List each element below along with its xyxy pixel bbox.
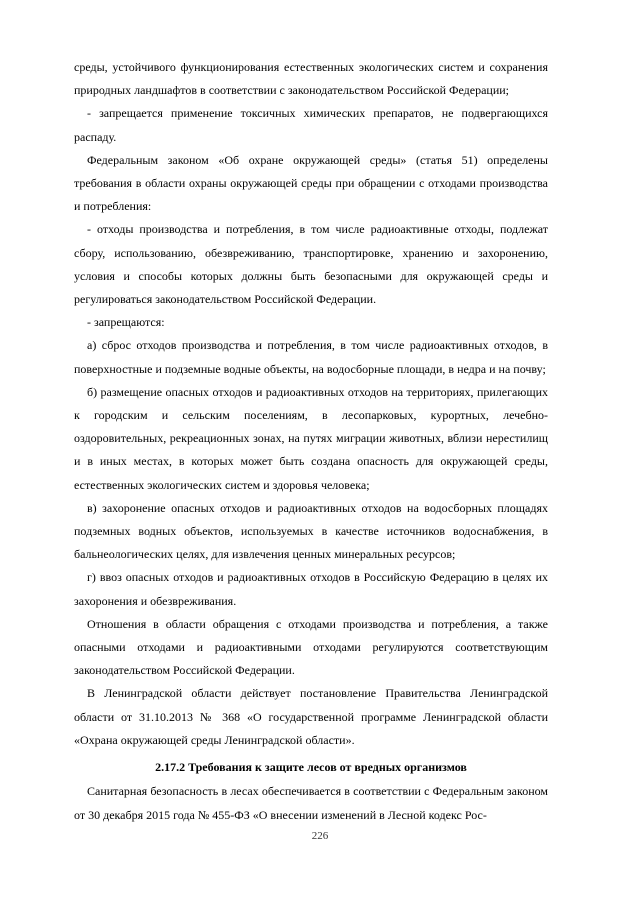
paragraph: б) размещение опасных отходов и радиоактивных отходов на территориях, прилегающих к городским и сельским поселениям, в лесопарковых, курортных, лечебно-оздоровительных, рекреационных зонах, на путях миграции животных, вблизи нерестилищ и в иных местах, в которых может быть создана опасность для окружающей среды, естественных экологических систем и здоровья человека; — [74, 384, 548, 492]
paragraph: Санитарная безопасность в лесах обеспечивается в соответствии с Федеральным законом от 30 декабря 2015 года № 455-ФЗ «О внесении изменений в Лесной кодекс Рос- — [74, 784, 548, 822]
paragraph: - запрещаются: — [87, 315, 165, 330]
paragraph: В Ленинградской области действует постановление Правительства Ленинградской области от 31.10.2013 № 368 «О государственной программе Ленинградской области «Охрана окружающей среды Ленинградской области». — [74, 686, 548, 747]
paragraph: г) ввоз опасных отходов и радиоактивных отходов в Российскую Федерацию в целях их захоронения и обезвреживания. — [74, 570, 548, 608]
page-number: 226 — [311, 830, 329, 842]
paragraph: среды, устойчивого функционирования естественных экологических систем и сохранения природных ландшафтов в соответствии с законодательством Российской Федерации; — [74, 60, 548, 98]
paragraph: в) захоронение опасных отходов и радиоактивных отходов на водосборных площадях подземных водных объектов, используемых в качестве источников водоснабжения, в бальнеологических целях, для извлечения ценных минеральных ресурсов; — [74, 500, 548, 562]
paragraph: - запрещается применение токсичных химических препаратов, не подвергающихся распаду. — [74, 106, 548, 144]
paragraph: - отходы производства и потребления, в том числе радиоактивные отходы, подлежат сбору, использованию, обезвреживанию, транспортировке, хранению и захоронению, условия и способы которых должны быть безопасными для окружающей среды и регулироваться законодательством Российской Федерации. — [74, 222, 548, 307]
section-heading: 2.17.2 Требования к защите лесов от вредных организмов — [155, 760, 467, 775]
paragraph: а) сброс отходов производства и потребления, в том числе радиоактивных отходов, в поверхностные и подземные водные объекты, на водосборные площади, в недра и на почву; — [74, 338, 548, 376]
paragraph: Отношения в области обращения с отходами производства и потребления, а также опасными отходами и радиоактивными отходами регулируются соответствующим законодательством Российской Федерации. — [74, 616, 548, 678]
body-text — [74, 56, 548, 827]
paragraph: Федеральным законом «Об охране окружающей среды» (статья 51) определены требования в области охраны окружающей среды при обращении с отходами производства и потребления: — [74, 152, 548, 214]
